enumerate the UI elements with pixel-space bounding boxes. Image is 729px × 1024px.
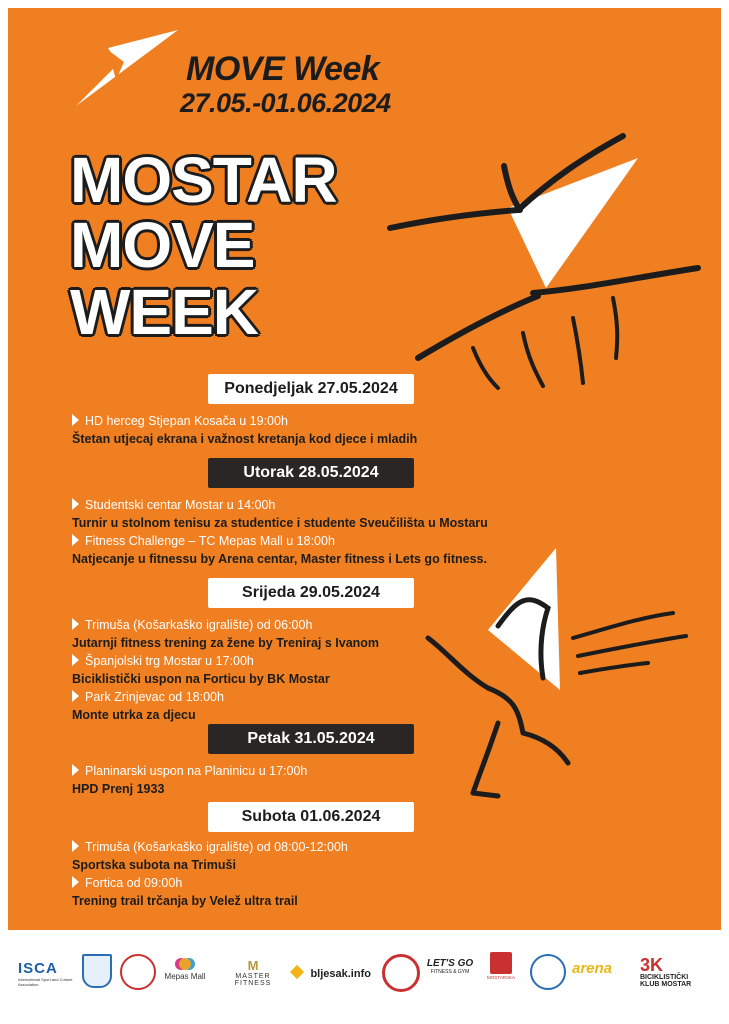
arrow-right-icon [72, 414, 79, 426]
event-description: Monte utrka za djecu [72, 708, 196, 722]
mepas-flower-icon [179, 958, 191, 970]
bk-bike-icon: 3K [640, 955, 664, 975]
master-m-icon: M [247, 958, 259, 973]
brand-dates: 27.05.-01.06.2024 [180, 88, 391, 118]
arrow-right-icon [72, 876, 79, 888]
bljesak-hex-icon [290, 965, 304, 979]
kinezis-logo-icon [120, 954, 156, 990]
headline-line3: WEEK [70, 276, 258, 348]
poster [8, 8, 721, 930]
running-figure-icon [418, 538, 698, 808]
day-header-wednesday: Srijeda 29.05.2024 [208, 578, 414, 608]
event-location: Fortica od 09:00h [72, 876, 182, 890]
sponsor-strip [0, 940, 729, 1024]
velez-ultra-trail-badge-icon [530, 954, 566, 990]
event-description: Biciklistički uspon na Forticu by BK Mostar [72, 672, 330, 686]
isca-logo: ISCA International Sport and Culture Association [18, 960, 73, 987]
event-location: Park Zrinjevac od 18:00h [72, 690, 224, 704]
bljesak-logo: bljesak.info [292, 964, 372, 982]
event-description: Štetan utjecaj ekrana i važnost kretanja kod djece i mladih [72, 432, 418, 446]
event-description: Sportska subota na Trimuši [72, 858, 236, 872]
brand-title: MOVE Week [186, 50, 380, 88]
event-location: Planinarski uspon na Planinicu u 17:00h [72, 764, 307, 778]
arrow-right-icon [72, 690, 79, 702]
mostarska-crest-icon [490, 952, 512, 974]
day-header-tuesday: Utorak 28.05.2024 [208, 458, 414, 488]
event-location: Fitness Challenge – TC Mepas Mall u 18:00h [72, 534, 335, 548]
event-description: Natjecanje u fitnessu by Arena centar, Master fitness i Lets go fitness. [72, 552, 487, 566]
move-week-logo-icon [68, 28, 178, 113]
headline-line1: MOSTAR [70, 144, 337, 216]
hpd-prenj-badge-icon [382, 954, 420, 992]
arrow-right-icon [72, 654, 79, 666]
day-header-saturday: Subota 01.06.2024 [208, 802, 414, 832]
city-crest-icon [82, 954, 112, 988]
arena-logo: arena [572, 960, 613, 977]
event-description: Jutarnji fitness trening za žene by Treniraj s Ivanom [72, 636, 380, 650]
mepas-logo: Mepas Mall [160, 958, 210, 981]
event-description: Trening trail trčanja by Velež ultra trail [72, 894, 298, 908]
event-location: Trimuša (Košarkaško igralište) od 06:00h [72, 618, 312, 632]
event-location: Trimuša (Košarkaško igralište) od 08:00-12:00h [72, 840, 348, 854]
letsgo-logo: LET'S GO FITNESS & GYM [426, 958, 474, 975]
mostarska-logo: MOSTARSKA [484, 952, 518, 980]
arrow-right-icon [72, 840, 79, 852]
event-description: Turnir u stolnom tenisu za studentice i studente Sveučilišta u Mostaru [72, 516, 488, 530]
arrow-right-icon [72, 534, 79, 546]
event-location: Španjolski trg Mostar u 17:00h [72, 654, 254, 668]
arrow-right-icon [72, 764, 79, 776]
headline-line2: MOVE [70, 209, 255, 281]
event-location: HD herceg Stjepan Kosača u 19:00h [72, 414, 288, 428]
bk-mostar-logo: 3K BICIKLISTIČKI KLUB MOSTAR [640, 956, 720, 988]
arrow-right-icon [72, 498, 79, 510]
event-description: HPD Prenj 1933 [72, 782, 165, 796]
day-header-friday: Petak 31.05.2024 [208, 724, 414, 754]
arrow-right-icon [72, 618, 79, 630]
event-location: Studentski centar Mostar u 14:00h [72, 498, 275, 512]
master-fitness-logo: M MASTER FITNESS [222, 958, 284, 987]
day-header-monday: Ponedjeljak 27.05.2024 [208, 374, 414, 404]
jumping-figure-icon [378, 118, 708, 398]
